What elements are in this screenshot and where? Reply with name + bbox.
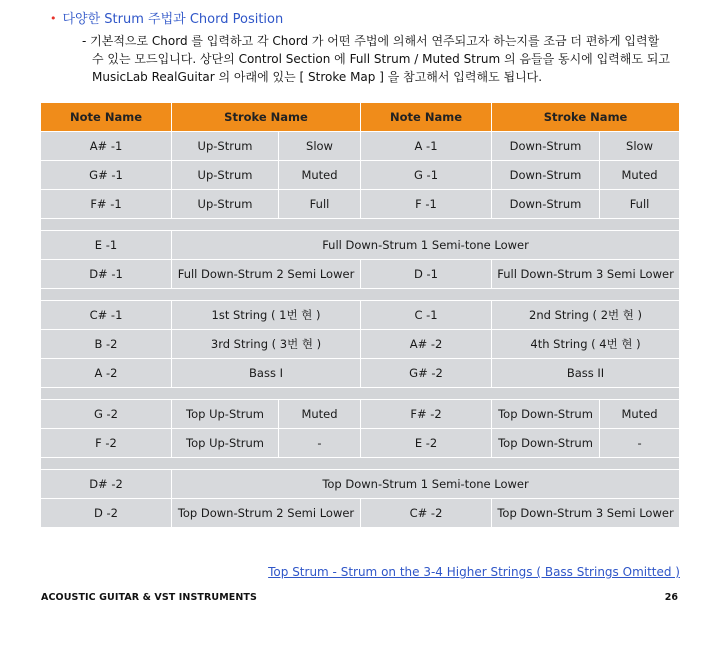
stroke-cell: Up-Strum — [172, 132, 279, 161]
stroke-cell: Full Down-Strum 2 Semi Lower — [172, 260, 361, 289]
separator-row — [41, 388, 680, 400]
modifier-cell: Full — [600, 190, 680, 219]
table-row — [41, 231, 680, 260]
note-cell: F# -2 — [361, 400, 492, 429]
stroke-cell: Full Down-Strum 1 Semi-tone Lower — [172, 231, 680, 260]
modifier-cell: - — [279, 429, 361, 458]
stroke-cell: Top Down-Strum 1 Semi-tone Lower — [172, 470, 680, 499]
note-cell: F# -1 — [41, 190, 172, 219]
stroke-cell: 3rd String ( 3번 현 ) — [172, 330, 361, 359]
note-cell: E -2 — [361, 429, 492, 458]
table-row — [41, 190, 680, 219]
stroke-cell: Up-Strum — [172, 190, 279, 219]
stroke-cell: Top Down-Strum — [492, 429, 600, 458]
modifier-cell: Muted — [600, 161, 680, 190]
table-row — [41, 400, 680, 429]
header-stroke-name: Stroke Name — [492, 103, 680, 132]
description-line-3: MusicLab RealGuitar 의 아래에 있는 [ Stroke Map ] 을 참고해서 입력해도 됩니다. — [92, 70, 543, 84]
separator-cell — [41, 289, 680, 301]
modifier-cell: Muted — [279, 400, 361, 429]
page-number: 26 — [664, 592, 678, 603]
stroke-cell: 2nd String ( 2번 현 ) — [492, 301, 680, 330]
note-cell: C# -2 — [361, 499, 492, 528]
separator-row — [41, 289, 680, 301]
note-cell: E -1 — [41, 231, 172, 260]
stroke-cell: Full Down-Strum 3 Semi Lower — [492, 260, 680, 289]
stroke-cell: Bass I — [172, 359, 361, 388]
separator-cell — [41, 388, 680, 400]
modifier-cell: Slow — [600, 132, 680, 161]
modifier-cell: Full — [279, 190, 361, 219]
bullet-icon: • — [50, 12, 57, 25]
modifier-cell: Slow — [279, 132, 361, 161]
stroke-cell: Top Up-Strum — [172, 400, 279, 429]
note-cell: A -1 — [361, 132, 492, 161]
note-cell: F -1 — [361, 190, 492, 219]
description — [82, 32, 682, 86]
stroke-map-table — [40, 102, 680, 528]
stroke-cell: Down-Strum — [492, 161, 600, 190]
stroke-cell: Top Down-Strum 3 Semi Lower — [492, 499, 680, 528]
stroke-cell: Down-Strum — [492, 132, 600, 161]
note-cell: F -2 — [41, 429, 172, 458]
table-caption: Top Strum - Strum on the 3-4 Higher Strings ( Bass Strings Omitted ) — [268, 565, 680, 579]
note-cell: A# -1 — [41, 132, 172, 161]
footer-title: ACOUSTIC GUITAR & VST INSTRUMENTS — [41, 592, 257, 603]
table-header-row — [41, 103, 680, 132]
header-stroke-name: Stroke Name — [172, 103, 361, 132]
separator-row — [41, 219, 680, 231]
note-cell: D -1 — [361, 260, 492, 289]
note-cell: C -1 — [361, 301, 492, 330]
note-cell: G# -1 — [41, 161, 172, 190]
stroke-cell: 4th String ( 4번 현 ) — [492, 330, 680, 359]
note-cell: A# -2 — [361, 330, 492, 359]
note-cell: D# -2 — [41, 470, 172, 499]
heading-text: 다양한 Strum 주법과 Chord Position — [62, 12, 284, 27]
modifier-cell: Muted — [279, 161, 361, 190]
table-row — [41, 359, 680, 388]
modifier-cell: Muted — [600, 400, 680, 429]
note-cell: C# -1 — [41, 301, 172, 330]
description-line-2: 수 있는 모드입니다. 상단의 Control Section 에 Full Strum / Muted Strum 의 음들을 동시에 입력해도 되고 — [92, 52, 670, 66]
modifier-cell: - — [600, 429, 680, 458]
description-line-1: - 기본적으로 Chord 를 입력하고 각 Chord 가 어떤 주법에 의해서 연주되고자 하는지를 조금 더 편하게 입력할 — [82, 34, 660, 48]
header-note-name: Note Name — [41, 103, 172, 132]
table-row — [41, 301, 680, 330]
note-cell: G# -2 — [361, 359, 492, 388]
note-cell: B -2 — [41, 330, 172, 359]
note-cell: D -2 — [41, 499, 172, 528]
note-cell: G -2 — [41, 400, 172, 429]
stroke-cell: Top Up-Strum — [172, 429, 279, 458]
header-note-name: Note Name — [361, 103, 492, 132]
note-cell: A -2 — [41, 359, 172, 388]
stroke-cell: Up-Strum — [172, 161, 279, 190]
table-row — [41, 330, 680, 359]
stroke-cell: Top Down-Strum — [492, 400, 600, 429]
table-row — [41, 132, 680, 161]
table-row — [41, 499, 680, 528]
section-heading — [50, 8, 283, 27]
table-row — [41, 470, 680, 499]
stroke-cell: Top Down-Strum 2 Semi Lower — [172, 499, 361, 528]
separator-row — [41, 458, 680, 470]
stroke-cell: Bass II — [492, 359, 680, 388]
separator-cell — [41, 458, 680, 470]
note-cell: D# -1 — [41, 260, 172, 289]
table-row — [41, 429, 680, 458]
stroke-cell: Down-Strum — [492, 190, 600, 219]
separator-cell — [41, 219, 680, 231]
stroke-cell: 1st String ( 1번 현 ) — [172, 301, 361, 330]
table-row — [41, 260, 680, 289]
note-cell: G -1 — [361, 161, 492, 190]
table-row — [41, 161, 680, 190]
